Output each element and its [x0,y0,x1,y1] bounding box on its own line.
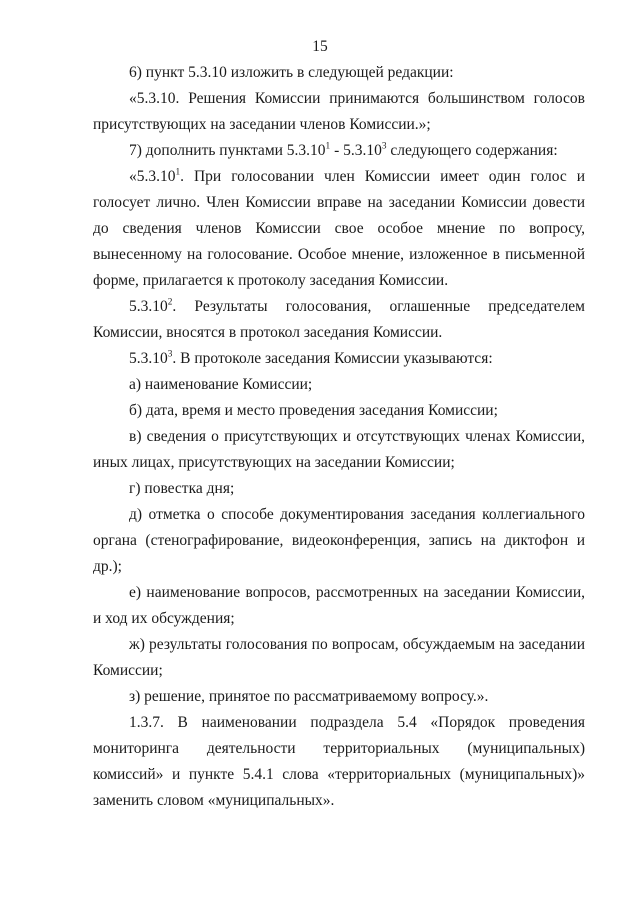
paragraph [93,372,585,398]
paragraph [93,580,585,632]
text-run: 5.3.10 [129,350,168,367]
text-run: в) сведения о присутствующих и отсутствующих членах Комиссии, иных лицах, присутствующих на заседании Комиссии; [93,428,585,471]
superscript: 2 [167,297,173,308]
paragraph [93,502,585,580]
text-run: з) решение, принятое по рассматриваемому вопросу.». [129,688,489,705]
paragraph [93,710,585,814]
page-number: 15 [312,38,328,55]
text-run: . При голосовании член Комиссии имеет один голос и голосует лично. Член Комиссии вправе на заседании Комиссии довести до сведения членов Комиссии свое особое мнение по вопросу, вынесенному на голосование. Особое мнение, изложенное в письменной форме, прилагается к протоколу заседания Комиссии. [93,168,585,289]
text-run: 1.3.7. В наименовании подраздела 5.4 «Порядок проведения мониторинга деятельности территориальных (муниципальных) комиссий» и пункте 5.4.1 слова «территориальных (муниципальных)» заменить словом «муниципальных». [93,714,585,809]
text-run: ж) результаты голосования по вопросам, обсуждаемым на заседании Комиссии; [93,636,585,679]
superscript: 3 [381,141,387,152]
paragraph [93,476,585,502]
text-run: «5.3.10. Решения Комиссии принимаются большинством голосов присутствующих на заседании членов Комиссии.»; [93,90,585,133]
paragraph [93,346,585,372]
paragraph [93,632,585,684]
paragraph [93,398,585,424]
text-run: д) отметка о способе документирования заседания коллегиального органа (стенографирование, видеоконференция, запись на диктофон и др.); [93,506,585,575]
paragraph [93,684,585,710]
paragraph [93,424,585,476]
text-run: а) наименование Комиссии; [129,376,313,393]
paragraph [93,138,585,164]
text-run: 7) дополнить пунктами 5.3.10 [129,142,326,159]
text-run: г) повестка дня; [129,480,235,497]
text-run: 6) пункт 5.3.10 изложить в следующей редакции: [129,64,454,81]
paragraph [93,294,585,346]
text-run: следующего содержания: [386,142,558,159]
superscript: 1 [325,141,331,152]
superscript: 1 [175,167,181,178]
text-run: 5.3.10 [129,298,168,315]
paragraph [93,60,585,86]
text-run: . В протоколе заседания Комиссии указываются: [172,350,493,367]
document-body [93,60,585,814]
superscript: 3 [167,349,173,360]
text-run: . Результаты голосования, оглашенные председателем Комиссии, вносятся в протокол заседания Комиссии. [93,298,585,341]
text-run: «5.3.10 [129,168,176,185]
text-run: б) дата, время и место проведения заседания Комиссии; [129,402,498,419]
paragraph [93,164,585,294]
text-run: е) наименование вопросов, рассмотренных на заседании Комиссии, и ход их обсуждения; [93,584,585,627]
paragraph [93,86,585,138]
text-run: - 5.3.10 [330,142,382,159]
